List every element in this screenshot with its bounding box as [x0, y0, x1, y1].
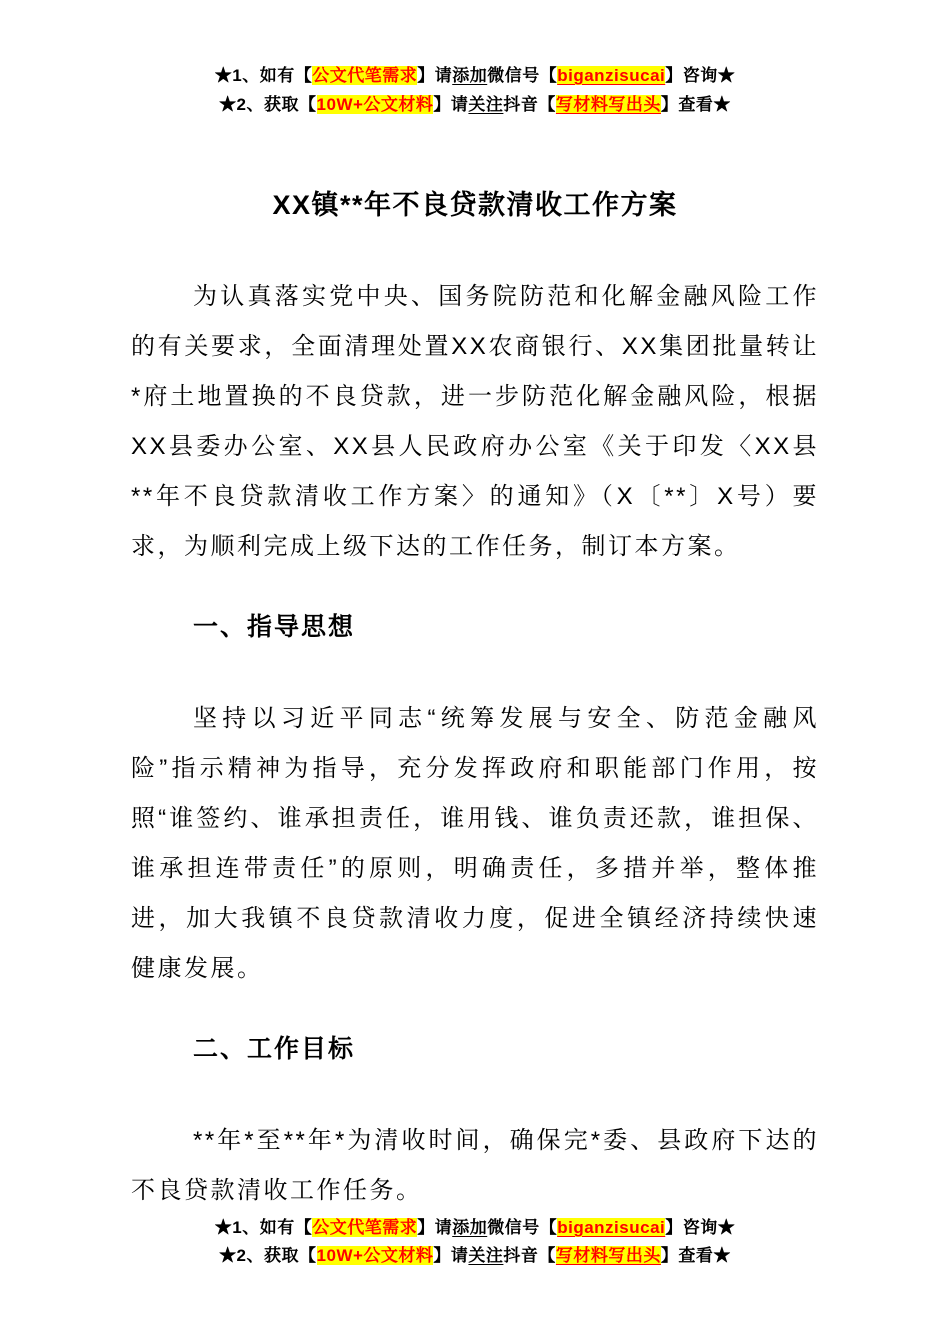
promo-line-1: [0, 1214, 950, 1242]
body-paragraph: 为认真落实党中央、国务院防范和化解金融风险工作的有关要求，全面清理处置XX农商银行、XX集团批量转让*府土地置换的不良贷款，进一步防范化解金融风险，根据XX县委办公室、XX县人民政府办公室《关于印发〈XX县**年不良贷款清收工作方案〉的通知》（X〔**〕X号）要求，为顺利完成上级下达的工作任务，制订本方案。: [131, 283, 819, 560]
promo-text: 】咨询★: [665, 66, 736, 85]
promo-text: 微信号【: [487, 66, 558, 85]
promo-highlight: biganzisucai: [557, 66, 666, 85]
promo-underline-text: 添加: [452, 66, 488, 85]
promo-highlight: 写材料写出头: [555, 95, 661, 114]
promo-highlight: 公文代笔需求: [312, 66, 418, 85]
promo-underline-text: 关注: [468, 1246, 504, 1265]
promo-line-2: [0, 90, 950, 119]
promo-text: 抖音【: [503, 1246, 556, 1265]
promo-text: ★2、获取【: [219, 1246, 317, 1265]
promo-text: 微信号【: [487, 1218, 558, 1237]
promo-highlight: 10W+公文材料: [316, 95, 434, 114]
promo-text: 】请: [433, 95, 469, 114]
promo-text: 】咨询★: [665, 1218, 736, 1237]
promo-text: 】请: [433, 1246, 469, 1265]
promo-text: 】请: [417, 1218, 453, 1237]
document-title: XX镇**年不良贷款清收工作方案: [272, 190, 678, 220]
promo-text: ★2、获取【: [219, 95, 317, 114]
promo-text: 】请: [417, 66, 453, 85]
promo-highlight: 公文代笔需求: [312, 1218, 418, 1237]
promo-text: 】查看★: [660, 1246, 731, 1265]
section-heading: 一、指导思想: [193, 613, 356, 641]
body-paragraph: 坚持以习近平同志“统筹发展与安全、防范金融风险”指示精神为指导，充分发挥政府和职能部门作用，按照“谁签约、谁承担责任，谁用钱、谁负责还款，谁担保、谁承担连带责任”的原则，明确责任，多措并举，整体推进，加大我镇不良贷款清收力度，促进全镇经济持续快速健康发展。: [131, 705, 819, 982]
promo-underline-text: 添加: [452, 1218, 488, 1237]
promo-highlight: biganzisucai: [557, 1218, 666, 1237]
promo-text: ★1、如有【: [214, 66, 313, 85]
promo-text: 】查看★: [660, 95, 731, 114]
promo-line-1: [0, 61, 950, 90]
promo-line-2: [0, 1242, 950, 1270]
promo-highlight: 10W+公文材料: [316, 1246, 434, 1265]
promo-underline-text: 关注: [468, 95, 504, 114]
body-paragraph: **年*至**年*为清收时间，确保完*委、县政府下达的不良贷款清收工作任务。: [131, 1127, 819, 1204]
promo-text: 抖音【: [503, 95, 556, 114]
section-heading: 二、工作目标: [193, 1035, 356, 1063]
promo-text: ★1、如有【: [214, 1218, 313, 1237]
promo-banner-top: [0, 0, 950, 119]
document-body: [0, 272, 950, 1216]
promo-highlight: 写材料写出头: [555, 1246, 661, 1265]
promo-banner-bottom: [0, 1214, 950, 1270]
